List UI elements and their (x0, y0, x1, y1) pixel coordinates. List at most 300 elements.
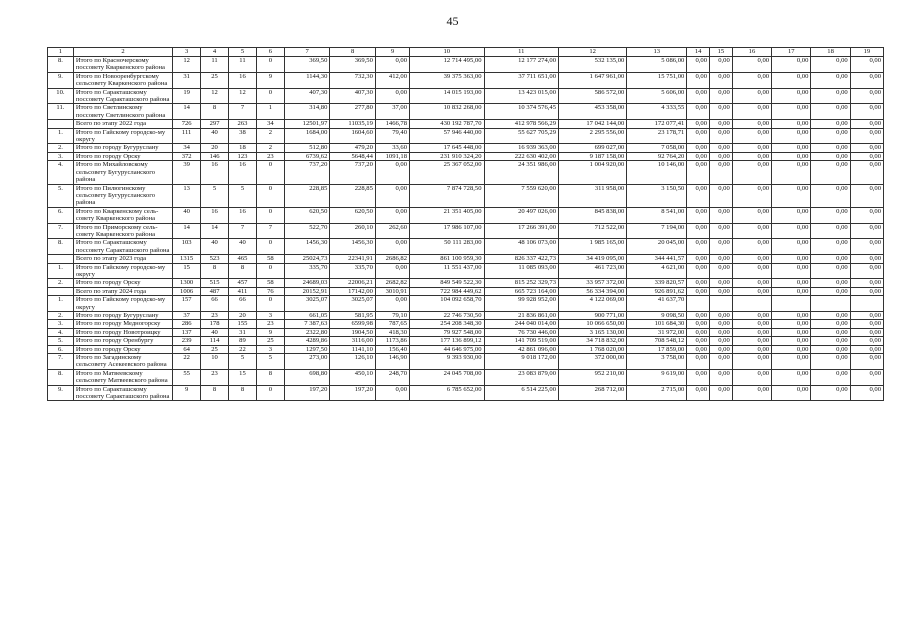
column-header: 3 (173, 48, 201, 57)
value-cell: 0,00 (772, 120, 811, 128)
value-cell (710, 296, 733, 312)
value-cell: 0,00 (772, 287, 811, 295)
territory-name-cell: Всего по этапу 2022 года (73, 120, 172, 128)
value-cell: 479,20 (330, 144, 376, 152)
value-cell: 6 785 652,00 (410, 385, 484, 401)
value-cell: 0,00 (732, 337, 771, 345)
value-cell: 7 (229, 223, 257, 239)
value-cell: 0,00 (710, 88, 733, 104)
value-cell: 22 746 730,50 (410, 312, 484, 320)
value-cell: 0,00 (687, 128, 710, 144)
value-cell: 8 (229, 263, 257, 279)
value-cell: 137 (173, 328, 201, 336)
value-cell: 7 (229, 104, 257, 120)
value-cell: 25 (256, 337, 284, 345)
value-cell: 9 (256, 328, 284, 336)
value-cell: 0,00 (811, 369, 850, 385)
value-cell: 0,00 (375, 263, 409, 279)
value-cell: 17 986 107,00 (410, 223, 484, 239)
value-cell: 19 (173, 88, 201, 104)
value-cell: 1315 (173, 255, 201, 263)
value-cell: 0,00 (850, 369, 883, 385)
value-cell: 20 045,00 (627, 239, 687, 255)
value-cell: 231 910 324,20 (410, 152, 484, 160)
row-number-cell: 5. (48, 184, 74, 207)
column-header: 1 (48, 48, 74, 57)
table-row (48, 152, 884, 160)
value-cell: 42 861 096,00 (484, 345, 558, 353)
value-cell: 0,00 (772, 263, 811, 279)
value-cell: 0,00 (687, 104, 710, 120)
value-cell: 0,00 (772, 144, 811, 152)
value-cell: 0,00 (772, 161, 811, 184)
value-cell: 0,00 (850, 255, 883, 263)
value-cell: 0,00 (687, 239, 710, 255)
value-cell: 5648,44 (330, 152, 376, 160)
value-cell: 3 (256, 312, 284, 320)
territory-name-cell: Итого по Кваркенскому сель-совету Кваркенского района (73, 207, 172, 223)
value-cell: 0,00 (710, 184, 733, 207)
value-cell: 9 (256, 72, 284, 88)
value-cell: 0,00 (772, 385, 811, 401)
value-cell: 0,00 (687, 263, 710, 279)
value-cell: 1173,86 (375, 337, 409, 345)
territory-name-cell: Итого по Загадинскому сельсовету Асекеевского района (73, 354, 172, 370)
value-cell: 11 (201, 57, 229, 73)
value-cell: 0,00 (811, 128, 850, 144)
value-cell: 9 018 172,00 (484, 354, 558, 370)
value-cell: 1904,50 (330, 328, 376, 336)
value-cell: 55 627 705,29 (484, 128, 558, 144)
value-cell: 849 549 522,30 (410, 279, 484, 287)
value-cell: 369,50 (330, 57, 376, 73)
value-cell: 7 058,00 (627, 144, 687, 152)
value-cell: 0,00 (710, 144, 733, 152)
value-cell: 16 (201, 161, 229, 184)
value-cell (811, 296, 850, 312)
value-cell: 0,00 (811, 337, 850, 345)
value-cell: 0,00 (687, 354, 710, 370)
row-number-cell: 7. (48, 223, 74, 239)
value-cell: 0,00 (811, 287, 850, 295)
value-cell: 0 (256, 239, 284, 255)
value-cell: 0,00 (687, 320, 710, 328)
territory-name-cell: Итого по городу Орску (73, 152, 172, 160)
value-cell: 372 (173, 152, 201, 160)
value-cell: 13 (173, 184, 201, 207)
value-cell: 40 (201, 128, 229, 144)
value-cell: 6599,98 (330, 320, 376, 328)
territory-name-cell: Итого по Гайскому городско-му округу (73, 296, 172, 312)
value-cell: 12 177 274,00 (484, 57, 558, 73)
row-number-cell: 5. (48, 337, 74, 345)
value-cell: 1456,30 (330, 239, 376, 255)
value-cell: 13 423 015,00 (484, 88, 558, 104)
value-cell: 0,00 (732, 354, 771, 370)
territory-name-cell: Итого по городу Бугуруслану (73, 144, 172, 152)
value-cell: 0,00 (710, 152, 733, 160)
value-cell: 17142,00 (330, 287, 376, 295)
territory-name-cell: Итого по городу Новотроицку (73, 328, 172, 336)
value-cell: 126,10 (330, 354, 376, 370)
column-header: 12 (559, 48, 627, 57)
value-cell: 461 723,00 (559, 263, 627, 279)
value-cell: 0,00 (710, 161, 733, 184)
value-cell: 826 337 422,73 (484, 255, 558, 263)
row-number-cell: 10. (48, 88, 74, 104)
value-cell: 0,00 (732, 152, 771, 160)
value-cell: 586 572,00 (559, 88, 627, 104)
value-cell: 12 (173, 57, 201, 73)
value-cell: 0,00 (850, 120, 883, 128)
row-number-cell (48, 287, 74, 295)
value-cell: 10 832 268,00 (410, 104, 484, 120)
value-cell: 0,00 (732, 312, 771, 320)
table-row (48, 128, 884, 144)
value-cell: 412,00 (375, 72, 409, 88)
value-cell: 34 718 832,00 (559, 337, 627, 345)
value-cell: 0,00 (687, 345, 710, 353)
value-cell: 0,00 (850, 263, 883, 279)
column-header: 19 (850, 48, 883, 57)
value-cell: 8 (201, 385, 229, 401)
value-cell: 25024,73 (284, 255, 330, 263)
value-cell: 1091,18 (375, 152, 409, 160)
value-cell: 0,00 (772, 88, 811, 104)
value-cell: 24689,03 (284, 279, 330, 287)
value-cell: 453 358,00 (559, 104, 627, 120)
value-cell: 1 (256, 104, 284, 120)
column-header: 2 (73, 48, 172, 57)
value-cell: 17 645 448,00 (410, 144, 484, 152)
value-cell: 0,00 (811, 345, 850, 353)
table-row (48, 328, 884, 336)
value-cell: 20 (201, 144, 229, 152)
column-header: 18 (811, 48, 850, 57)
row-number-cell: 11. (48, 104, 74, 120)
value-cell: 15 751,00 (627, 72, 687, 88)
value-cell: 0,00 (710, 312, 733, 320)
value-cell: 708 548,12 (627, 337, 687, 345)
value-cell: 0,00 (710, 207, 733, 223)
value-cell: 0,00 (850, 223, 883, 239)
value-cell: 15 (229, 369, 257, 385)
column-header: 7 (284, 48, 330, 57)
value-cell: 0,00 (850, 312, 883, 320)
value-cell: 157 (173, 296, 201, 312)
table-row (48, 312, 884, 320)
value-cell: 0,00 (811, 239, 850, 255)
value-cell: 79,10 (375, 312, 409, 320)
value-cell: 407,30 (330, 88, 376, 104)
value-cell: 0,00 (850, 72, 883, 88)
value-cell: 0,00 (772, 328, 811, 336)
territory-name-cell: Итого по городу Медногорску (73, 320, 172, 328)
value-cell: 9 393 930,00 (410, 354, 484, 370)
value-cell: 40 (229, 239, 257, 255)
value-cell: 16 939 363,00 (484, 144, 558, 152)
column-header: 5 (229, 48, 257, 57)
value-cell: 11 551 437,00 (410, 263, 484, 279)
value-cell: 737,20 (330, 161, 376, 184)
value-cell: 101 684,30 (627, 320, 687, 328)
value-cell: 22006,21 (330, 279, 376, 287)
value-cell: 0,00 (811, 263, 850, 279)
value-cell: 0,00 (850, 128, 883, 144)
table-body (48, 57, 884, 401)
value-cell: 0,00 (850, 287, 883, 295)
value-cell: 23 (201, 312, 229, 320)
value-cell: 156,40 (375, 345, 409, 353)
value-cell: 0,00 (850, 328, 883, 336)
value-cell: 24 045 708,00 (410, 369, 484, 385)
value-cell: 450,10 (330, 369, 376, 385)
value-cell: 58 (256, 279, 284, 287)
value-cell: 16 (201, 207, 229, 223)
value-cell: 8 (201, 104, 229, 120)
value-cell: 9 619,00 (627, 369, 687, 385)
value-cell: 0,00 (772, 369, 811, 385)
row-number-cell: 8. (48, 57, 74, 73)
value-cell: 23 (256, 320, 284, 328)
territory-name-cell: Всего по этапу 2023 года (73, 255, 172, 263)
value-cell: 0,00 (710, 128, 733, 144)
territory-name-cell: Итого по Матвеевскому сельсовету Матвеевского района (73, 369, 172, 385)
value-cell: 0,00 (850, 104, 883, 120)
value-cell: 0,00 (811, 328, 850, 336)
value-cell: 0,00 (772, 223, 811, 239)
value-cell: 4289,86 (284, 337, 330, 345)
value-cell: 2 715,00 (627, 385, 687, 401)
value-cell: 0,00 (687, 385, 710, 401)
value-cell: 722 984 449,62 (410, 287, 484, 295)
value-cell: 260,10 (330, 223, 376, 239)
territory-name-cell: Итого по Красночерскому поссовету Кваркенского района (73, 57, 172, 73)
value-cell: 0,00 (811, 72, 850, 88)
value-cell: 698,80 (284, 369, 330, 385)
value-cell: 262,60 (375, 223, 409, 239)
territory-name-cell: Итого по Гайскому городско-му округу (73, 263, 172, 279)
table-row (48, 161, 884, 184)
value-cell: 699 027,00 (559, 144, 627, 152)
value-cell: 44 646 975,00 (410, 345, 484, 353)
value-cell: 228,85 (284, 184, 330, 207)
territory-name-cell: Итого по Светлинскому поссовету Светлинского района (73, 104, 172, 120)
value-cell: 3010,91 (375, 287, 409, 295)
value-cell: 0,00 (375, 296, 409, 312)
value-cell: 1 768 020,00 (559, 345, 627, 353)
value-cell: 1141,10 (330, 345, 376, 353)
value-cell: 0,00 (687, 279, 710, 287)
value-cell: 31 (229, 328, 257, 336)
value-cell: 0,00 (772, 57, 811, 73)
value-cell: 2 295 556,00 (559, 128, 627, 144)
value-cell: 66 (201, 296, 229, 312)
value-cell: 141 709 519,00 (484, 337, 558, 345)
value-cell: 248,70 (375, 369, 409, 385)
value-cell: 34 (256, 120, 284, 128)
value-cell: 222 630 402,00 (484, 152, 558, 160)
value-cell: 581,95 (330, 312, 376, 320)
value-cell: 0 (256, 184, 284, 207)
value-cell: 0,00 (732, 72, 771, 88)
value-cell: 20 (229, 312, 257, 320)
value-cell: 0,00 (687, 369, 710, 385)
value-cell: 4 621,00 (627, 263, 687, 279)
value-cell: 263 (229, 120, 257, 128)
value-cell: 344 441,57 (627, 255, 687, 263)
value-cell: 123 (229, 152, 257, 160)
territory-name-cell: Итого по городу Орску (73, 345, 172, 353)
value-cell: 244 040 014,00 (484, 320, 558, 328)
table-row (48, 279, 884, 287)
value-cell: 339 820,57 (627, 279, 687, 287)
value-cell: 0,00 (687, 223, 710, 239)
value-cell: 39 375 363,00 (410, 72, 484, 88)
value-cell: 0,00 (732, 184, 771, 207)
value-cell: 16 (229, 72, 257, 88)
table-row (48, 239, 884, 255)
value-cell: 103 (173, 239, 201, 255)
value-cell: 31 (173, 72, 201, 88)
value-cell: 0,00 (710, 239, 733, 255)
value-cell: 25 (201, 345, 229, 353)
value-cell: 732,30 (330, 72, 376, 88)
value-cell: 0,00 (375, 207, 409, 223)
value-cell: 0,00 (811, 144, 850, 152)
value-cell: 532 135,00 (559, 57, 627, 73)
value-cell: 5 (256, 354, 284, 370)
value-cell: 665 723 164,00 (484, 287, 558, 295)
value-cell: 12501,97 (284, 120, 330, 128)
value-cell: 0,00 (710, 255, 733, 263)
table-row (48, 337, 884, 345)
value-cell: 66 (229, 296, 257, 312)
value-cell: 155 (229, 320, 257, 328)
row-number-cell (48, 255, 74, 263)
value-cell: 17 859,00 (627, 345, 687, 353)
value-cell: 2 (256, 144, 284, 152)
value-cell: 726 (173, 120, 201, 128)
column-header: 6 (256, 48, 284, 57)
value-cell: 76 (256, 287, 284, 295)
value-cell: 0,00 (732, 144, 771, 152)
value-cell: 23 083 879,00 (484, 369, 558, 385)
value-cell: 25 (201, 72, 229, 88)
value-cell: 3116,00 (330, 337, 376, 345)
value-cell: 2322,80 (284, 328, 330, 336)
value-cell: 0,00 (850, 57, 883, 73)
row-number-cell: 7. (48, 354, 74, 370)
value-cell: 41 637,70 (627, 296, 687, 312)
value-cell: 0,00 (710, 287, 733, 295)
row-number-cell: 9. (48, 72, 74, 88)
value-cell: 22 (229, 345, 257, 353)
row-number-cell (48, 120, 74, 128)
value-cell: 335,70 (284, 263, 330, 279)
value-cell: 0 (256, 57, 284, 73)
value-cell: 6 514 225,00 (484, 385, 558, 401)
value-cell: 40 (201, 328, 229, 336)
value-cell: 4 333,55 (627, 104, 687, 120)
value-cell: 0,00 (732, 320, 771, 328)
value-cell: 1466,78 (375, 120, 409, 128)
value-cell: 146 (201, 152, 229, 160)
value-cell: 2 (256, 128, 284, 144)
value-cell (850, 296, 883, 312)
value-cell: 0,00 (710, 354, 733, 370)
value-cell: 7 559 620,00 (484, 184, 558, 207)
value-cell: 335,70 (330, 263, 376, 279)
value-cell: 737,20 (284, 161, 330, 184)
table-row (48, 207, 884, 223)
value-cell: 407,30 (284, 88, 330, 104)
value-cell: 5 (229, 184, 257, 207)
territory-name-cell: Итого по Саракташскому поссовету Саракташского района (73, 239, 172, 255)
value-cell: 926 891,62 (627, 287, 687, 295)
value-cell: 430 192 787,70 (410, 120, 484, 128)
value-cell: 23 (201, 369, 229, 385)
value-cell: 787,65 (375, 320, 409, 328)
value-cell: 178 (201, 320, 229, 328)
table-row (48, 354, 884, 370)
value-cell: 9 187 158,00 (559, 152, 627, 160)
value-cell: 1 647 961,00 (559, 72, 627, 88)
value-cell: 254 208 348,30 (410, 320, 484, 328)
value-cell: 0,00 (811, 255, 850, 263)
territory-name-cell: Итого по городу Орску (73, 279, 172, 287)
value-cell: 3 758,00 (627, 354, 687, 370)
value-cell: 22341,91 (330, 255, 376, 263)
column-header: 9 (375, 48, 409, 57)
value-cell: 0,00 (732, 328, 771, 336)
value-cell: 8 (229, 385, 257, 401)
value-cell: 0,00 (710, 104, 733, 120)
value-cell: 0,00 (687, 144, 710, 152)
value-cell: 12 714 495,00 (410, 57, 484, 73)
value-cell: 0,00 (772, 152, 811, 160)
value-cell: 10 146,00 (627, 161, 687, 184)
value-cell: 286 (173, 320, 201, 328)
value-cell: 8 (201, 263, 229, 279)
value-cell: 411 (229, 287, 257, 295)
value-cell: 7 (256, 223, 284, 239)
value-cell: 0,00 (811, 354, 850, 370)
value-cell: 25 367 052,00 (410, 161, 484, 184)
territory-name-cell: Итого по Гайскому городско-му округу (73, 128, 172, 144)
value-cell: 0,00 (732, 120, 771, 128)
value-cell: 311 958,00 (559, 184, 627, 207)
value-cell: 0,00 (710, 345, 733, 353)
value-cell: 0,00 (811, 57, 850, 73)
data-table-container (47, 47, 884, 401)
table-row (48, 57, 884, 73)
value-cell: 0,00 (375, 57, 409, 73)
value-cell: 0,00 (710, 279, 733, 287)
column-header: 8 (330, 48, 376, 57)
row-number-cell: 6. (48, 207, 74, 223)
value-cell: 16 (229, 161, 257, 184)
value-cell: 0,00 (732, 255, 771, 263)
value-cell: 104 092 658,70 (410, 296, 484, 312)
value-cell: 0,00 (710, 263, 733, 279)
territory-name-cell: Итого по городу Оренбургу (73, 337, 172, 345)
value-cell: 99 928 952,00 (484, 296, 558, 312)
value-cell: 0,00 (710, 337, 733, 345)
value-cell: 0,00 (732, 223, 771, 239)
stage-total-row (48, 287, 884, 295)
value-cell: 0,00 (687, 152, 710, 160)
